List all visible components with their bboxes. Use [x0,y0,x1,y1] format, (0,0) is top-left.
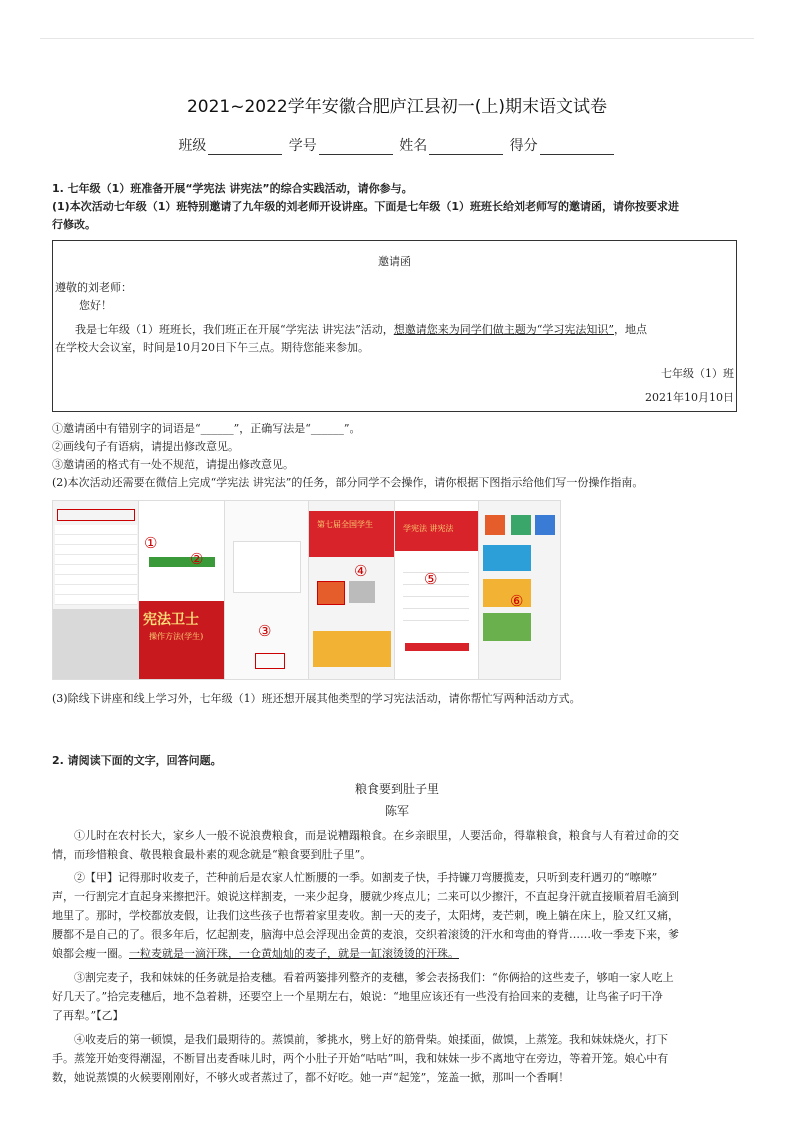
letter-body-a: 我是七年级（1）班班长，我们班正在开展“学宪法 讲宪法”活动， [75,323,394,336]
letter-greeting: 您好！ [79,299,112,312]
class-blank[interactable] [208,140,282,155]
paragraph-2-line4: 腰都不是自己的了。很多年后，忆起割麦，脑海中总会浮现出金黄的麦浪，交织着滚烫的汗水和弯曲的脊背……收一季麦下来，爹 [52,928,679,941]
step-marker-4: ④ [354,562,368,580]
q1-part1-line2: 行修改。 [52,218,96,231]
number-blank[interactable] [319,140,393,155]
paragraph-2-line1: ②【甲】记得那时收麦子，芒种前后是农家人忙断腰的一季。如割麦子快，手持镰刀弯腰揽麦，只听到麦秆遇刃的“嚓嚓” [74,871,658,884]
search-bar [57,509,135,521]
letter-body-line1 [75,321,647,337]
green-panel [483,613,531,641]
result-list [55,525,137,605]
letter-salutation: 遵敬的刘老师： [55,281,132,294]
q1-intro: 1. 七年级（1）班准备开展“学宪法 讲宪法”的综合实践活动，请你参与。 [52,182,413,195]
name-label: 姓名 [399,138,428,154]
promo-subtitle: 操作方法(学生) [149,632,204,641]
step-marker-2: ② [190,550,204,568]
login-button [405,643,469,651]
paragraph-2-line5-text: 娘都会瘦一圈。 [52,947,129,960]
score-blank[interactable] [540,140,614,155]
q1-part1-line1: (1)本次活动七年级（1）班特别邀请了九年级的刘老师开设讲座。下面是七年级（1）班班长给刘老师写的邀请函，请你按要求进 [52,200,680,213]
yellow-panel-2 [483,579,531,607]
platform-button [149,557,215,567]
task-icon-1 [485,515,505,535]
number-label: 学号 [288,138,317,154]
letter-signature: 七年级（1）班 [661,367,734,380]
score-label: 得分 [509,138,538,154]
task-icon-3 [535,515,555,535]
login-banner-title: 学宪法 讲宪法 [403,524,454,533]
promo-title: 宪法卫士 [143,612,199,628]
q1-item-1: ①邀请函中有错别字的词语是“______”，正确写法是“______”。 [52,422,361,435]
name-blank[interactable] [429,140,503,155]
article-title: 粮食要到肚子里 [354,782,439,796]
keyboard [53,609,139,679]
class-label: 班级 [178,138,207,154]
paragraph-3-line2: 好几天了。”拾完麦穗后，地不急着耕，还要空上一个星期左右，娘说：“地里应该还有一些没有拾回来的麦穗，让鸟雀子叼干净 [52,990,663,1003]
paragraph-2-line5 [52,944,742,963]
student-info-fields [0,135,794,155]
letter-date: 2021年10月10日 [645,391,734,404]
screenshot-platform [138,500,226,680]
paragraph-3-line1: ③割完麦子，我和妹妹的任务就是拾麦穗。看着两篓排列整齐的麦穗，爹会表扬我们：“你俩拾的这些麦子，够咱一家人吃上 [74,971,674,984]
q1-part3: (3)除线下讲座和线上学习外，七年级（1）班还想开展其他类型的学习宪法活动，请你帮忙写两种活动方式。 [52,692,581,705]
grey-tile [349,581,375,603]
paragraph-1-line1: ①儿时在农村长大，家乡人一般不说浪费粮食，而是说糟蹋粮食。在乡亲眼里，人要活命，得靠粮食，粮食与人有着过命的交 [74,829,679,842]
blue-panel [483,545,531,571]
screenshot-menu [224,500,310,680]
page-title: 2021~2022学年安徽合肥庐江县初一(上)期末语文试卷 [186,97,608,117]
screenshot-tasks [478,500,561,680]
q1-part2: (2)本次活动还需要在微信上完成“学宪法 讲宪法”的任务，部分同学不会操作，请你根据下图指示给他们写一份操作指南。 [52,476,644,489]
step-marker-3: ③ [258,622,272,640]
screenshot-home [308,500,396,680]
paragraph-3-line3: 了再犁。”【乙】 [52,1009,124,1022]
learn-tile [317,581,345,605]
paragraph-4-line1: ④收麦后的第一顿馍，是我们最期待的。蒸馍前，爹挑水，劈上好的筋骨柴。娘揉面，做馍，上蒸笼。我和妹妹烧火，打下 [74,1033,668,1046]
step-marker-6: ⑥ [510,592,524,610]
screenshot-search [52,500,140,680]
paragraph-2-underlined-sentence: 一粒麦就是一滴汗珠，一仓黄灿灿的麦子，就是一缸滚烫烫的汗珠。 [129,947,459,960]
task-icon-2 [511,515,531,535]
screenshot-login [394,500,480,680]
article-author: 陈军 [384,804,409,818]
chat-card [233,541,301,593]
paragraph-2-line2: 声，一行割完才直起身来擦把汗。娘说这样割麦，一来少起身，腰就少疼点儿；二来可以少擦汗，不直起身汗就直接顺着眉毛滴到 [52,890,679,903]
paragraph-2-line3: 地里了。那时，学校都放麦假，让我们这些孩子也帮着家里麦收。割一天的麦子，太阳烤，麦芒刺，晚上躺在床上，脸又红又痛， [52,909,679,922]
paragraph-4-line3: 数，她说蒸馍的火候要刚刚好，不够火或者蒸过了，都不好吃。她一声“起笼”，笼盖一掀，那叫一个香啊！ [52,1071,570,1084]
letter-heading: 邀请函 [378,255,411,268]
q1-item-3: ③邀请函的格式有一处不规范，请提出修改意见。 [52,458,294,471]
q2-intro: 2. 请阅读下面的文字，回答问题。 [52,754,222,767]
paragraph-1-line2: 情，而珍惜粮食、敬畏粮食最朴素的观念就是“粮食要到肚子里”。 [52,848,372,861]
yellow-panel [313,631,391,667]
home-banner-title: 第七届全国学生 [317,520,373,529]
letter-body-line2: 在学校大会议室，时间是10月20日下午三点。期待您能来参加。 [55,341,369,354]
q1-item-2: ②画线句子有语病，请提出修改意见。 [52,440,239,453]
header-rule [40,38,754,39]
invitation-letter [52,240,737,412]
wechat-guide-screenshots [52,500,559,678]
step-marker-1: ① [144,534,158,552]
letter-underlined-sentence: 想邀请您来为同学们做主题为“学习宪法知识” [393,323,614,336]
home-banner [309,511,395,557]
menu-entry-box [255,653,285,669]
paragraph-4-line2: 手。蒸笼开始变得潮湿，不断冒出麦香味儿时，两个小肚子开始“咕咕”叫，我和妹妹一步不离地守在旁边，等着开笼。娘心中有 [52,1052,669,1065]
step-marker-5: ⑤ [424,570,438,588]
letter-body-b: ，地点 [614,323,647,336]
